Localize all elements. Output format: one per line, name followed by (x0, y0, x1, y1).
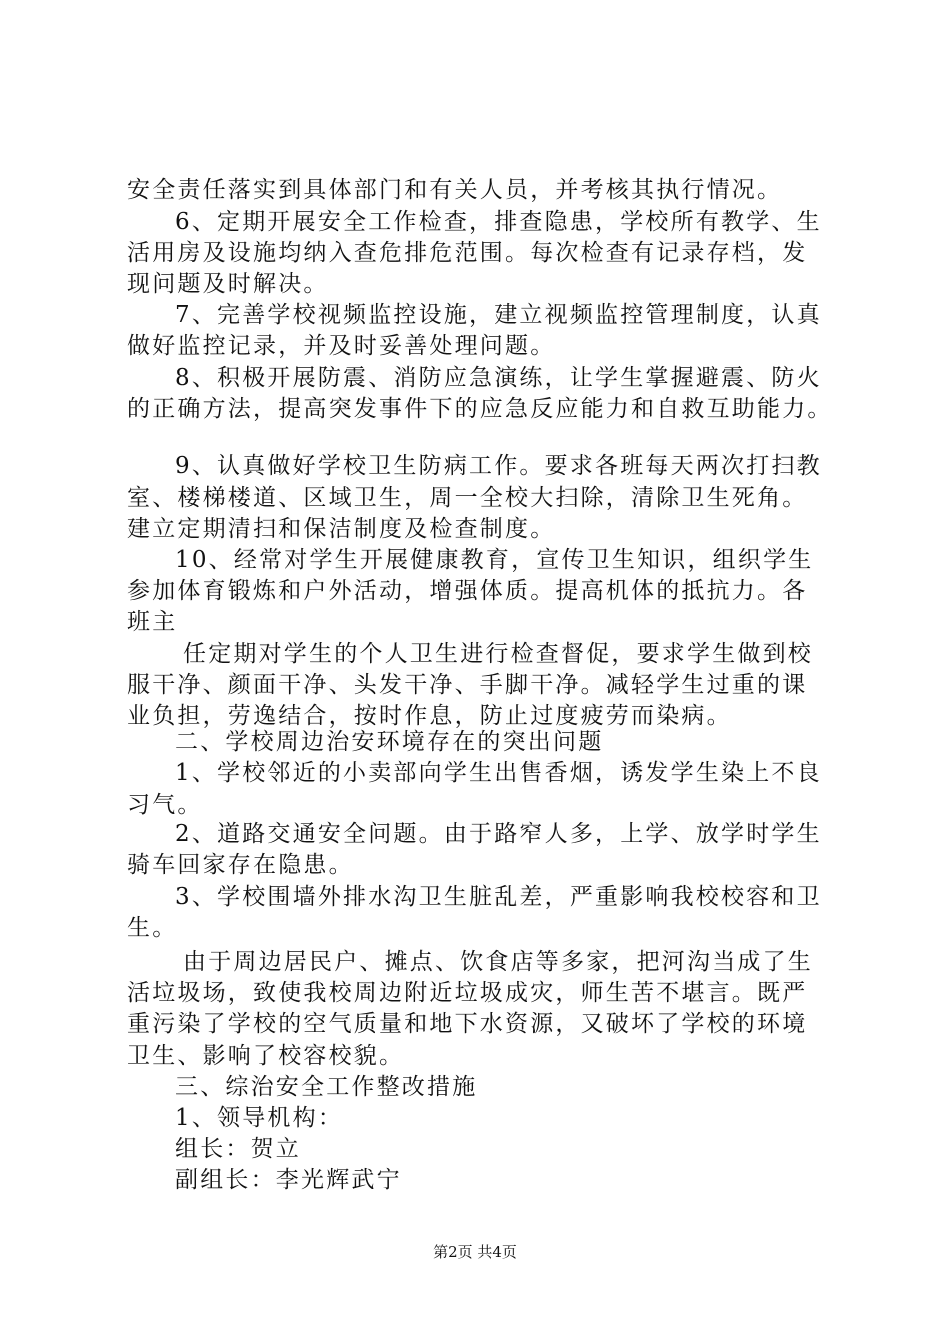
text-line: 1、领导机构： (175, 1105, 344, 1131)
text-line: 卫生、影响了校容校貌。 (127, 1043, 405, 1069)
text-line: 生。 (127, 915, 178, 941)
text-line: 2、道路交通安全问题。由于路窄人多，上学、放学时学生 (175, 821, 822, 847)
text-line: 1、学校邻近的小卖部向学生出售香烟，诱发学生染上不良 (175, 760, 822, 786)
text-line: 参加体育锻炼和户外活动，增强体质。提高机体的抵抗力。各 (127, 578, 808, 604)
text-line: 7、完善学校视频监控设施，建立视频监控管理制度，认真 (175, 302, 822, 328)
text-line: 9、认真做好学校卫生防病工作。要求各班每天两次打扫教 (175, 453, 822, 479)
text-line: 8、积极开展防震、消防应急演练，让学生掌握避震、防火 (175, 365, 822, 391)
section-heading: 三、综治安全工作整改措施 (175, 1074, 478, 1100)
text-line: 做好监控记录，并及时妥善处理问题。 (127, 333, 556, 359)
text-line: 骑车回家存在隐患。 (127, 852, 354, 878)
text-line: 习气。 (127, 792, 203, 818)
text-line: 副组长：李光辉武宁 (175, 1167, 402, 1193)
text-line: 业负担，劳逸结合，按时作息，防止过度疲劳而染病。 (127, 703, 732, 729)
text-line: 组长：贺立 (175, 1136, 301, 1162)
text-line: 安全责任落实到具体部门和有关人员，并考核其执行情况。 (127, 177, 783, 203)
text-line: 3、学校围墙外排水沟卫生脏乱差，严重影响我校校容和卫 (175, 884, 822, 910)
text-line: 10、经常对学生开展健康教育，宣传卫生知识，组织学生 (175, 547, 814, 573)
text-line: 重污染了学校的空气质量和地下水资源，又破坏了学校的环境 (127, 1011, 808, 1037)
text-line: 活用房及设施均纳入查危排危范围。每次检查有记录存档，发 (127, 240, 808, 266)
text-line: 6、定期开展安全工作检查，排查隐患，学校所有教学、生 (175, 209, 822, 235)
text-line: 任定期对学生的个人卫生进行检查督促，要求学生做到校 (183, 641, 813, 667)
text-line: 活垃圾场，致使我校周边附近垃圾成灾，师生苦不堪言。既严 (127, 980, 808, 1006)
text-line: 二、学校周边治安环境存在的突出问题 (175, 729, 604, 755)
text-line: 班主 (127, 609, 178, 635)
text-line: 室、楼梯楼道、区域卫生，周一全校大扫除，清除卫生死角。 (127, 485, 808, 511)
text-line: 建立定期清扫和保洁制度及检查制度。 (127, 516, 556, 542)
text-line: 现问题及时解决。 (127, 271, 329, 297)
text-line: 由于周边居民户、摊点、饮食店等多家，把河沟当成了生 (183, 949, 813, 975)
page-indicator: 第2页 共4页 (433, 1243, 517, 1261)
text-line: 的正确方法，提高突发事件下的应急反应能力和自救互助能力。 (127, 396, 833, 422)
text-line: 服干净、颜面干净、头发干净、手脚干净。减轻学生过重的课 (127, 672, 808, 698)
